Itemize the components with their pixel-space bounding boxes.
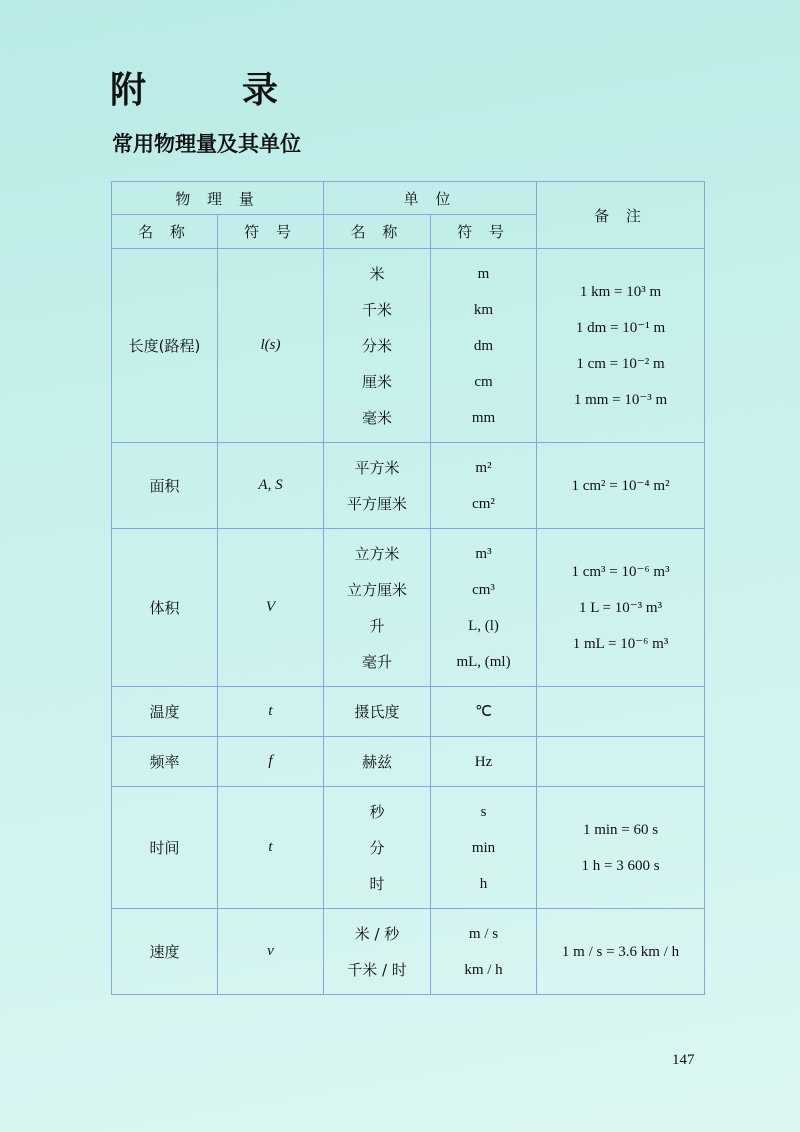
unit-symbol: m / s	[468, 925, 499, 942]
page-number: 147	[672, 1052, 695, 1068]
quantity-name: 时间	[112, 787, 218, 909]
unit-symbol: km / h	[464, 961, 503, 978]
table-row	[112, 737, 705, 787]
unit-symbol: L, (l)	[468, 617, 499, 634]
unit-symbols	[431, 787, 537, 909]
header-remark: 备 注	[537, 182, 705, 249]
remark	[537, 249, 705, 443]
units-table	[111, 181, 705, 995]
header-unit-name: 名 称	[324, 215, 431, 249]
remark	[537, 529, 705, 687]
table-row	[112, 443, 705, 529]
unit-name: 立方厘米	[347, 580, 408, 599]
unit-symbol: s	[480, 803, 487, 820]
unit-name: 立方米	[354, 544, 400, 563]
unit-name: 毫升	[362, 652, 393, 671]
unit-symbol: Hz	[474, 753, 493, 770]
table-row	[112, 529, 705, 687]
conversion-note: 1 cm³ = 10⁻⁶ m³	[571, 563, 670, 580]
unit-symbol: km	[473, 301, 494, 318]
unit-name: 升	[369, 616, 385, 635]
unit-symbols	[431, 909, 537, 995]
quantity-symbol: l(s)	[218, 249, 324, 443]
unit-symbol: m²	[475, 459, 492, 476]
unit-name: 千米	[362, 300, 393, 319]
unit-name: 毫米	[362, 408, 393, 427]
header-quantity-symbol: 符 号	[218, 215, 324, 249]
unit-names	[324, 529, 431, 687]
unit-names	[324, 737, 431, 787]
header-unit: 单 位	[324, 182, 537, 215]
conversion-note: 1 min = 60 s	[582, 821, 659, 838]
unit-symbol: h	[479, 875, 488, 892]
unit-name: 赫兹	[362, 752, 393, 771]
table-row	[112, 787, 705, 909]
unit-symbol: mL, (ml)	[456, 653, 511, 670]
conversion-note: 1 cm² = 10⁻⁴ m²	[571, 477, 670, 494]
conversion-note: 1 km = 10³ m	[579, 283, 662, 300]
appendix-heading: 附 录	[110, 70, 309, 111]
unit-name: 分米	[362, 336, 393, 355]
quantity-symbol: t	[218, 687, 324, 737]
unit-name: 米 / 秒	[354, 924, 400, 943]
quantity-symbol: v	[218, 909, 324, 995]
unit-name: 千米 / 时	[347, 960, 407, 979]
unit-names	[324, 249, 431, 443]
quantity-name: 长度(路程)	[112, 249, 218, 443]
conversion-note: 1 L = 10⁻³ m³	[578, 599, 663, 616]
unit-name: 平方厘米	[347, 494, 408, 513]
unit-names	[324, 909, 431, 995]
conversion-note: 1 mm = 10⁻³ m	[573, 391, 668, 408]
unit-symbols	[431, 529, 537, 687]
section-title: 常用物理量及其单位	[112, 132, 301, 156]
unit-symbols	[431, 737, 537, 787]
unit-name: 厘米	[362, 372, 393, 391]
unit-name: 摄氏度	[354, 702, 400, 721]
unit-names	[324, 443, 431, 529]
remark	[537, 787, 705, 909]
unit-symbols	[431, 687, 537, 737]
conversion-note: 1 m / s = 3.6 km / h	[561, 943, 680, 960]
quantity-name: 面积	[112, 443, 218, 529]
quantity-name: 体积	[112, 529, 218, 687]
header-quantity-name: 名 称	[112, 215, 218, 249]
conversion-note: 1 mL = 10⁻⁶ m³	[572, 635, 669, 652]
unit-symbol: mm	[471, 409, 496, 426]
unit-symbol: cm	[474, 373, 493, 390]
unit-symbols	[431, 443, 537, 529]
unit-symbol: m	[477, 265, 490, 282]
remark	[537, 909, 705, 995]
unit-symbol: dm	[473, 337, 494, 354]
unit-names	[324, 787, 431, 909]
remark	[537, 443, 705, 529]
unit-symbols	[431, 249, 537, 443]
unit-name: 秒	[369, 802, 385, 821]
unit-symbol: cm³	[472, 581, 495, 598]
quantity-symbol: A, S	[218, 443, 324, 529]
table-row	[112, 909, 705, 995]
quantity-symbol: t	[218, 787, 324, 909]
conversion-note: 1 h = 3 600 s	[581, 857, 660, 874]
conversion-note: 1 dm = 10⁻¹ m	[575, 319, 666, 336]
conversion-note: 1 cm = 10⁻² m	[576, 355, 665, 372]
unit-name: 米	[369, 264, 385, 283]
unit-name: 分	[369, 838, 385, 857]
quantity-symbol: V	[218, 529, 324, 687]
quantity-name: 频率	[112, 737, 218, 787]
unit-symbol: ℃	[475, 703, 492, 720]
unit-names	[324, 687, 431, 737]
remark	[537, 687, 705, 737]
quantity-name: 速度	[112, 909, 218, 995]
unit-name: 平方米	[354, 458, 400, 477]
table-row	[112, 249, 705, 443]
header-quantity: 物 理 量	[112, 182, 324, 215]
quantity-symbol: f	[218, 737, 324, 787]
unit-symbol: min	[471, 839, 496, 856]
unit-name: 时	[369, 874, 385, 893]
unit-symbol: m³	[475, 545, 492, 562]
unit-symbol: cm²	[472, 495, 495, 512]
remark	[537, 737, 705, 787]
table-row	[112, 687, 705, 737]
header-unit-symbol: 符 号	[431, 215, 537, 249]
quantity-name: 温度	[112, 687, 218, 737]
